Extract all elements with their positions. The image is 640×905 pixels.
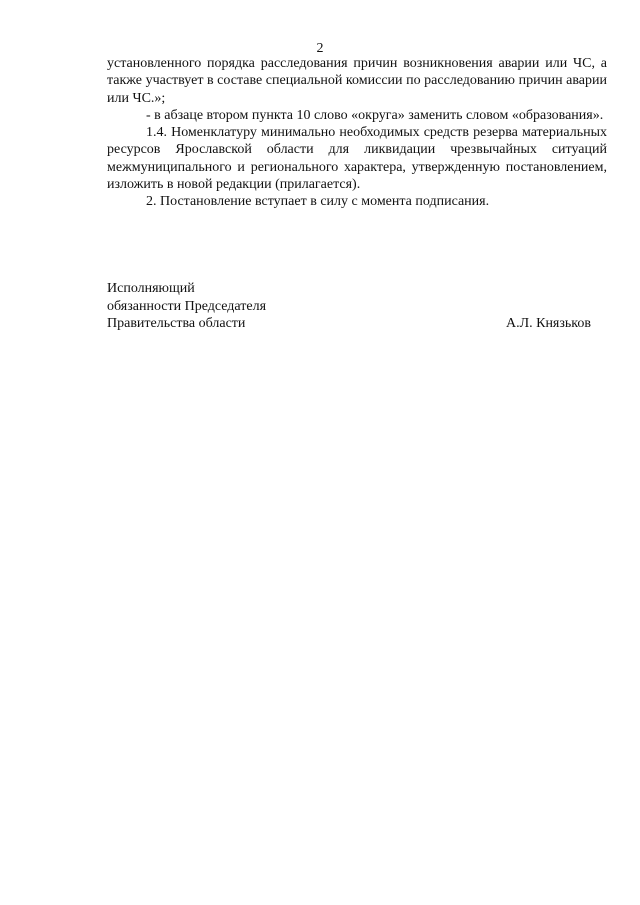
signature-title-line-1: Исполняющий xyxy=(107,281,195,296)
document-body xyxy=(107,55,607,211)
signature-title-line-2: обязанности Председателя xyxy=(107,298,267,314)
signature-title-line-3 xyxy=(107,315,607,333)
paragraph-continuation: установленного порядка расследования причин возникновения аварии или ЧС, а также участвует в составе специальной комиссии по расследованию причин аварии или ЧС.»; xyxy=(107,56,607,106)
paragraph-amendment: - в абзаце втором пункта 10 слово «округа» заменить словом «образования». xyxy=(146,107,604,123)
paragraph-item-1-4: 1.4. Номенклатуру минимально необходимых средств резерва материальных ресурсов Ярославской области для ликвидации чрезвычайных ситуаций межмуниципального и регионального характера, утвержденную постановлением, изложить в новой редакции (прилагается). xyxy=(107,125,607,193)
paragraph-item-2: 2. Постановление вступает в силу с момента подписания. xyxy=(146,194,490,210)
page-number: 2 xyxy=(316,41,324,56)
signature-block xyxy=(107,280,607,333)
signatory-name: А.Л. Князьков xyxy=(506,316,591,331)
signature-title-line-3-text: Правительства области xyxy=(107,316,246,331)
